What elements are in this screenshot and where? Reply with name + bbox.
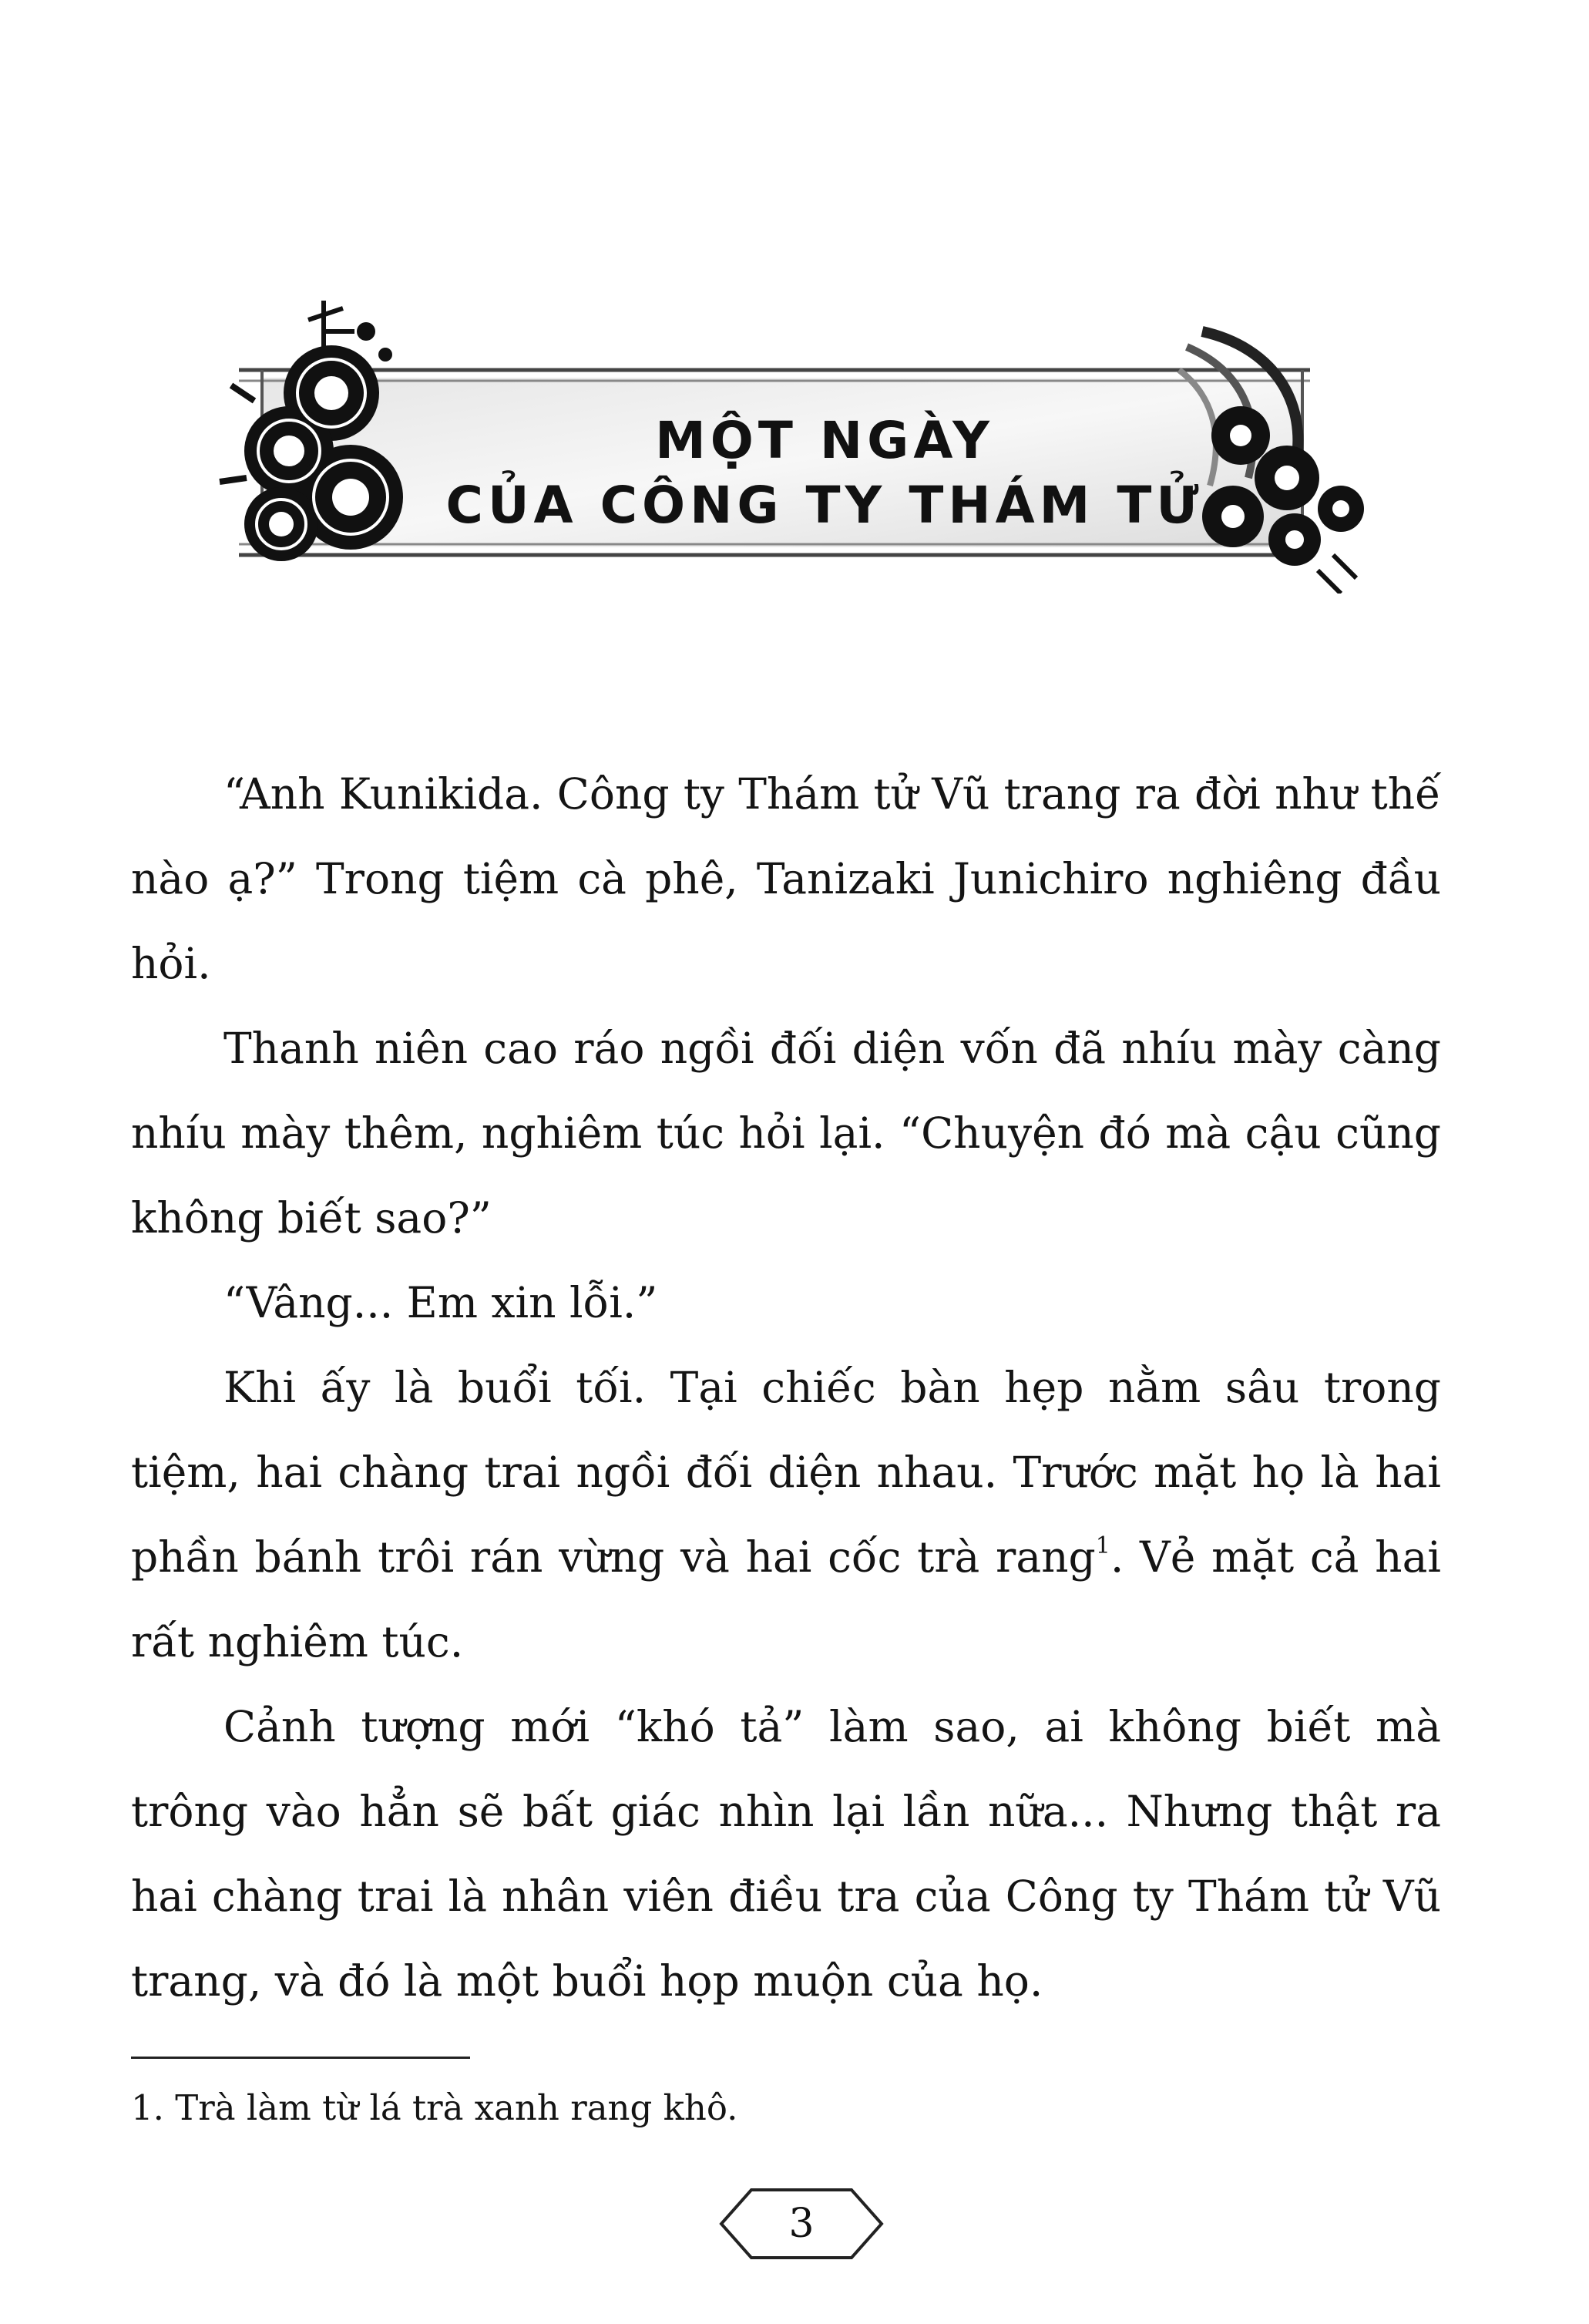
paragraph-5: Cảnh tượng mới “khó tả” làm sao, ai không biết mà trông vào hẳn sẽ bất giác nhìn lại lần nữa... Nhưng thật ra hai chàng trai là nhân viên điều tra của Công ty Thám tử Vũ trang, và đó là một buổi họp muộn của họ. bbox=[131, 1702, 1441, 2006]
page-number-badge bbox=[717, 2185, 886, 2262]
footnote: 1. Trà làm từ lá trà xanh rang khô. bbox=[131, 2087, 738, 2128]
chapter-title-line-1: MỘT NGÀY bbox=[655, 411, 994, 470]
chapter-banner bbox=[208, 285, 1379, 594]
paragraph-3: “Vâng... Em xin lỗi.” bbox=[223, 1278, 658, 1327]
footnote-reference: 1 bbox=[1095, 1532, 1110, 1559]
paragraph-4 bbox=[131, 1345, 1441, 1684]
paragraph-2: Thanh niên cao ráo ngồi đối diện vốn đã nhíu mày càng nhíu mày thêm, nghiêm túc hỏi lại. “Chuyện đó mà cậu cũng không biết sao?” bbox=[131, 1024, 1441, 1243]
footnote-divider bbox=[131, 2057, 470, 2059]
page-number: 3 bbox=[788, 2201, 815, 2247]
paragraph-4-text-before-note: Khi ấy là buổi tối. Tại chiếc bàn hẹp nằm sâu trong tiệm, hai chàng trai ngồi đối diện nhau. Trước mặt họ là hai phần bánh trôi rán vừng và hai cốc trà rang bbox=[131, 1363, 1441, 1582]
chapter-title bbox=[439, 409, 1210, 538]
body-text bbox=[131, 752, 1441, 2023]
chapter-title-line-2: CỦA CÔNG TY THÁM TỬ bbox=[445, 476, 1204, 535]
paragraph-1: “Anh Kunikida. Công ty Thám tử Vũ trang ra đời như thế nào ạ?” Trong tiệm cà phê, Tanizaki Junichiro nghiêng đầu hỏi. bbox=[131, 769, 1441, 988]
paragraph-4-text-after-note: . Vẻ mặt cả hai rất nghiêm túc. bbox=[131, 1532, 1441, 1666]
